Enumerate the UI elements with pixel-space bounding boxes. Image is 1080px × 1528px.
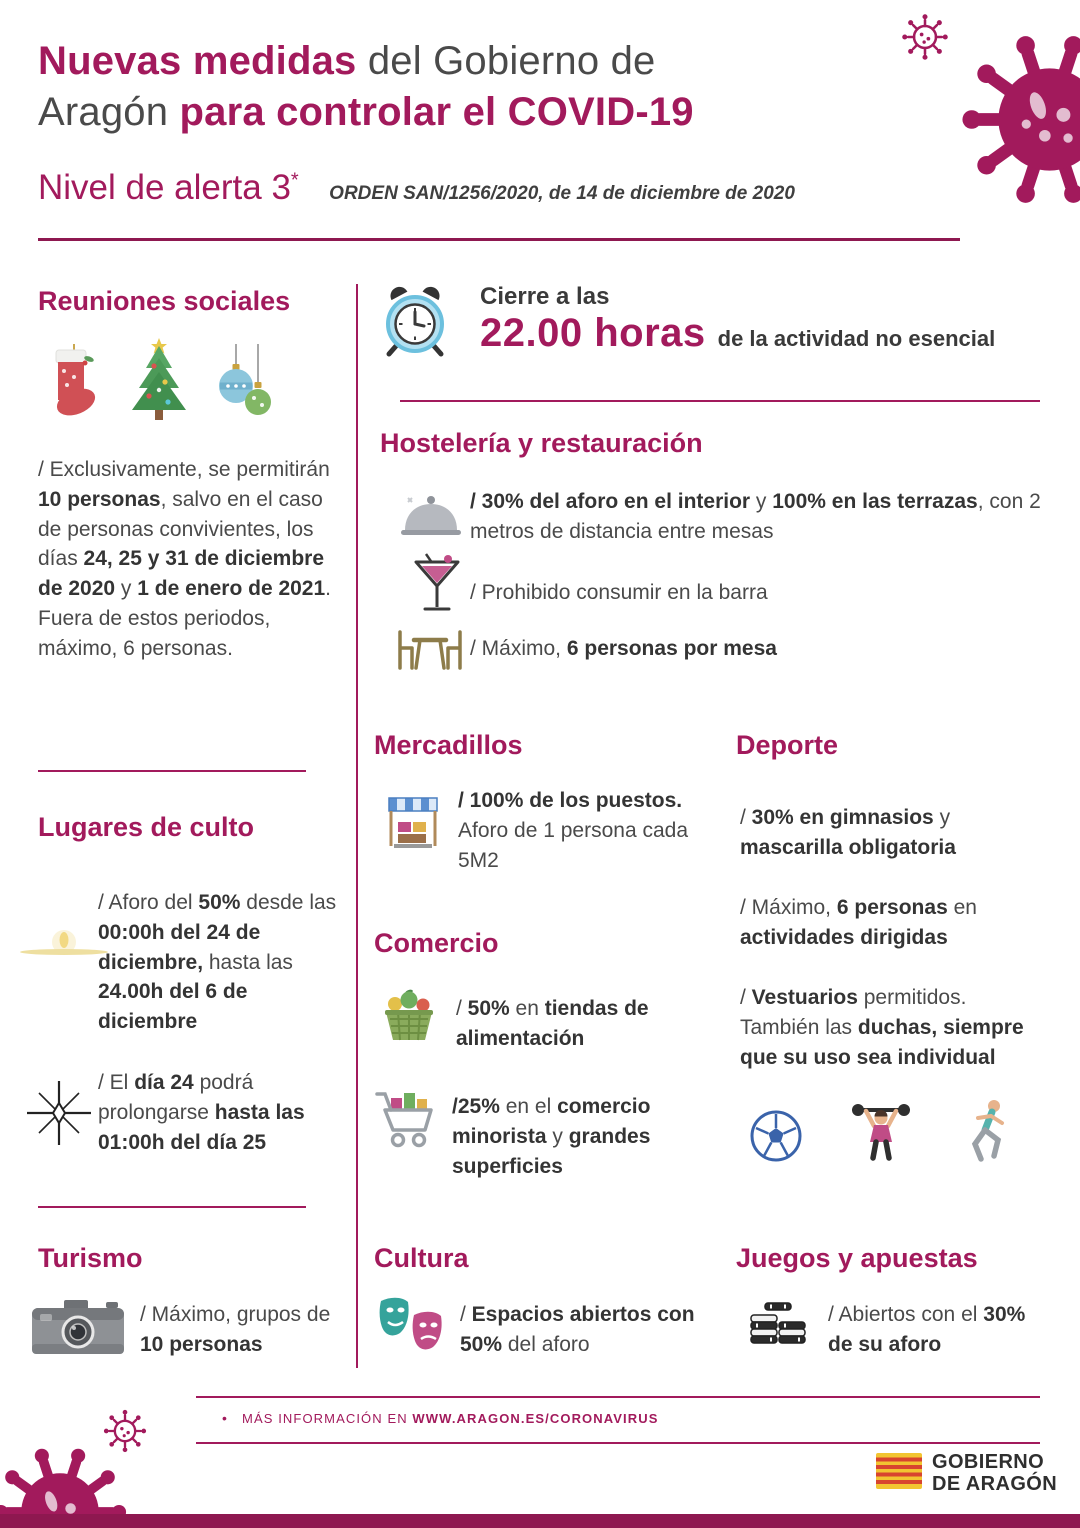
poker-chips-icon	[748, 1295, 808, 1351]
text-segment: / Abiertos con el	[828, 1303, 984, 1326]
text-segment: hasta las 01:00h del día 25	[98, 1100, 305, 1154]
christmas-icons-row	[40, 336, 278, 433]
text-segment: en	[509, 997, 545, 1020]
text-segment: Espacios abiertos con 50%	[460, 1303, 695, 1356]
header-divider	[38, 238, 960, 241]
text-segment: / 30% del aforo en el interior	[470, 490, 751, 513]
text-segment: en	[947, 896, 977, 919]
deporte-text-2	[740, 893, 1038, 953]
text-segment: del aforo	[502, 1332, 590, 1356]
text-segment: Aforo de 1 persona cada 5M2	[458, 818, 688, 872]
text-segment: y	[546, 1124, 569, 1148]
section-title-deporte: Deporte	[736, 730, 839, 760]
stocking-icon	[40, 344, 104, 433]
text-segment: / Exclusivamente, se permitirán	[38, 458, 330, 481]
text-segment: / Prohibido consumir en la barra	[470, 581, 768, 604]
deporte-text-3	[740, 983, 1048, 1072]
text-segment: 6 personas	[836, 896, 948, 919]
camera-icon	[30, 1296, 126, 1360]
aragon-flag-icon	[876, 1453, 922, 1494]
closure-time: 22.00 horas	[480, 311, 706, 355]
section-title-culto: Lugares de culto	[38, 812, 255, 842]
title-accent-1: Nuevas medidas	[38, 39, 357, 83]
text-segment: 00:00h del 24 de diciembre,	[98, 920, 261, 974]
text-segment: / Aforo del	[98, 891, 199, 914]
section-title-mercadillos: Mercadillos	[374, 730, 523, 760]
text-segment: /	[460, 1303, 472, 1326]
logo-text	[932, 1452, 1057, 1495]
text-segment: 24, 25 y 31 de diciembre de 2020	[38, 547, 325, 601]
text-segment: en el	[499, 1095, 558, 1118]
alert-asterisk: *	[290, 169, 299, 192]
weightlifter-icon	[848, 1096, 914, 1169]
soccer-ball-icon	[748, 1108, 804, 1169]
text-segment: , con 2 metros de distancia entre mesas	[470, 490, 1041, 543]
footer-divider-bottom	[196, 1442, 1040, 1444]
gobierno-aragon-logo	[876, 1452, 1057, 1495]
text-segment: desde las	[240, 891, 337, 914]
star-icon	[26, 1080, 92, 1146]
text-segment: / El	[98, 1071, 135, 1094]
section-title-comercio: Comercio	[374, 928, 499, 958]
section-title-reuniones: Reuniones sociales	[38, 286, 291, 316]
page-title	[38, 36, 868, 138]
sport-icons-row	[748, 1096, 1016, 1169]
section-title-hosteleria: Hostelería y restauración	[380, 428, 703, 458]
mercadillos-text	[458, 786, 704, 875]
section-title-turismo: Turismo	[38, 1243, 143, 1273]
juegos-text	[828, 1300, 1046, 1360]
baubles-icon	[214, 344, 278, 433]
alert-row	[38, 168, 938, 208]
text-segment: 50%	[198, 891, 241, 914]
text-segment: duchas, siempre que su uso sea individual	[740, 1015, 1024, 1069]
left-divider-1	[38, 770, 306, 772]
text-segment: / Máximo,	[470, 637, 567, 660]
culto-text-1	[98, 888, 340, 1037]
virus-filled-icon	[952, 22, 1080, 217]
section-title-cultura: Cultura	[374, 1243, 469, 1273]
comercio-text-1	[456, 994, 712, 1054]
text-segment: 6 personas por mesa	[566, 637, 777, 660]
cocktail-icon	[408, 552, 466, 618]
closure-block	[480, 283, 1040, 356]
text-segment: /	[740, 806, 752, 829]
turismo-text	[140, 1300, 340, 1360]
title-line-1	[38, 36, 868, 87]
cultura-text	[460, 1300, 698, 1360]
text-segment: /25%	[452, 1095, 500, 1118]
text-segment: comercio minorista	[452, 1095, 651, 1148]
comercio-text-2	[452, 1092, 718, 1181]
left-divider-2	[38, 1206, 306, 1208]
text-segment: 10 personas	[140, 1332, 263, 1356]
text-segment: hasta las	[203, 950, 293, 974]
text-segment: 100% en las terrazas	[772, 490, 978, 513]
bottom-bar	[0, 1514, 1080, 1528]
basket-icon	[378, 988, 440, 1046]
section-title-juegos: Juegos y apuestas	[736, 1243, 978, 1273]
text-segment: /	[456, 997, 468, 1020]
text-segment: 30% en gimnasios	[751, 806, 934, 829]
text-segment: día 24	[134, 1071, 194, 1094]
text-segment: y	[750, 490, 773, 513]
closure-tail: de la actividad no esencial	[717, 326, 996, 351]
market-stall-icon	[382, 792, 444, 854]
closure-line1: Cierre a las	[480, 283, 610, 310]
cloche-icon	[398, 490, 464, 544]
text-segment: 1 de enero de 2021	[137, 577, 326, 601]
text-segment: . Fuera de estos periodos, máximo, 6 personas.	[38, 577, 332, 660]
text-segment: 10 personas	[38, 487, 161, 511]
title-line-2	[38, 87, 868, 138]
column-divider	[356, 284, 358, 1368]
text-segment: / 100% de los puestos.	[458, 789, 683, 812]
footer-bullet: •	[222, 1410, 229, 1426]
logo-line-1: GOBIERNO	[932, 1451, 1045, 1473]
culto-text-2	[98, 1068, 340, 1157]
text-segment: , salvo en el caso de personas convivientes, los días	[38, 487, 323, 571]
text-segment: 50%	[467, 997, 510, 1020]
closure-divider	[400, 400, 1040, 402]
text-segment: Vestuarios	[751, 986, 858, 1009]
text-segment: / Máximo,	[740, 896, 837, 919]
text-segment: y	[933, 806, 951, 829]
shopping-cart-icon	[374, 1088, 442, 1152]
text-segment: y	[115, 577, 138, 601]
table-chairs-icon	[392, 622, 468, 674]
hosteleria-item-1	[470, 487, 1042, 547]
title-plain-2: Aragón	[38, 90, 180, 134]
theater-masks-icon	[376, 1295, 446, 1355]
closure-line2	[480, 311, 1040, 356]
title-rest-1: del Gobierno de	[356, 39, 656, 83]
text-segment: /	[740, 986, 752, 1009]
text-segment: / Máximo, grupos de	[140, 1303, 331, 1326]
logo-line-2: DE ARAGÓN	[932, 1472, 1058, 1495]
runner-icon	[958, 1096, 1016, 1169]
text-segment: grandes superficies	[452, 1124, 651, 1178]
footer-info	[222, 1410, 659, 1426]
christmas-tree-icon	[124, 336, 194, 433]
reuniones-text	[38, 455, 334, 664]
text-segment: 24.00h del 6 de diciembre	[98, 980, 248, 1034]
text-segment: permitidos. También las	[740, 986, 967, 1039]
virus-outline-icon	[898, 10, 952, 64]
footer-info-plain: MÁS INFORMACIÓN EN	[242, 1411, 413, 1426]
footer-url: WWW.ARAGON.ES/CORONAVIRUS	[412, 1411, 659, 1426]
footer-divider-top	[196, 1396, 1040, 1398]
hosteleria-item-2	[470, 578, 1042, 608]
text-segment: podrá prolongarse	[98, 1071, 254, 1124]
deporte-text-1	[740, 803, 1038, 863]
hosteleria-item-3	[470, 634, 1042, 664]
text-segment: mascarilla obligatoria	[740, 835, 956, 859]
alert-level: Nivel de alerta 3*	[38, 168, 299, 207]
text-segment: tiendas de alimentación	[456, 997, 649, 1050]
alarm-clock-icon	[378, 282, 452, 358]
order-reference: ORDEN SAN/1256/2020, de 14 de diciembre de 2020	[329, 183, 795, 204]
text-segment: 30% de su aforo	[828, 1303, 1026, 1356]
text-segment: actividades dirigidas	[740, 925, 948, 949]
title-accent-2: para controlar el COVID-19	[179, 90, 694, 134]
